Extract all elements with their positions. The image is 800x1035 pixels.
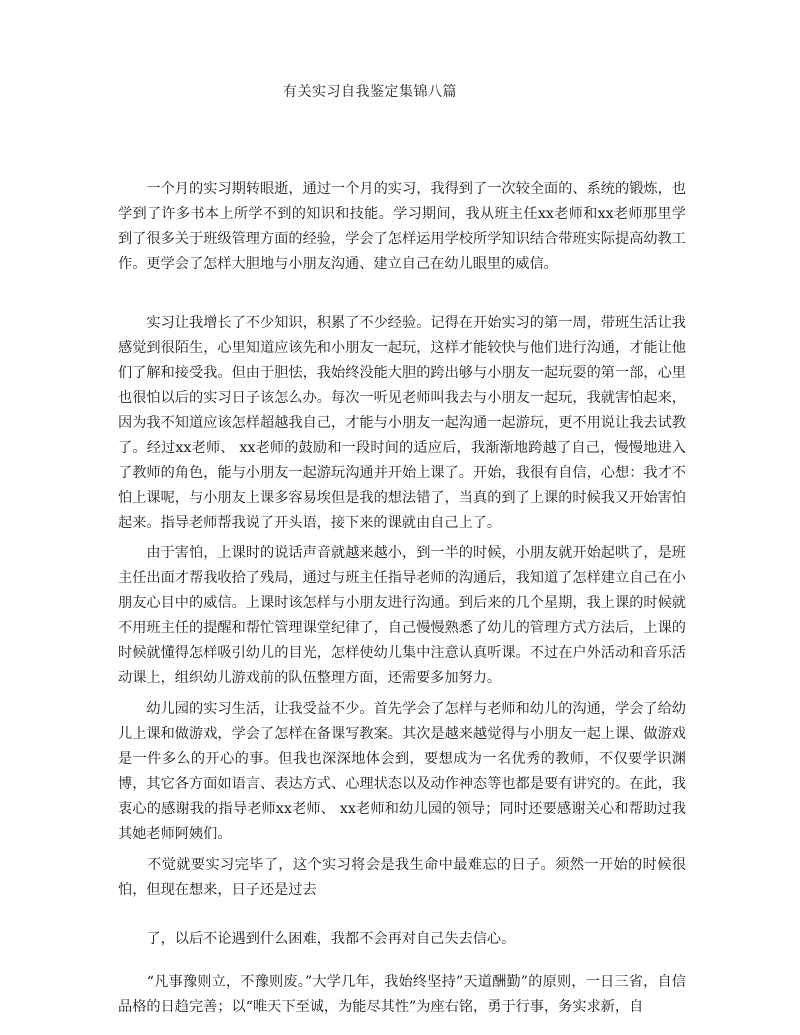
document-title: 有关实习自我鉴定集锦八篇 (283, 84, 457, 100)
paragraph-4: 幼儿园的实习生活，让我受益不少。首先学会了怎样与老师和幼儿的沟通，学会了给幼儿上课和做游戏，学会了怎样在备课写教案。其次是越来越觉得与小朋友一起上课、做游戏是一件多么的开心的事。但我也深深地体会到，要想成为一名优秀的教师，不仅要学识渊博，其它各方面如语言、表达方式、心理状态以及动作神态等也都是要有讲究的。在此，我衷心的感谢我的指导老师xx老师、 xx老师和幼儿园的领导；同时还要感谢关心和帮助过我其她老师阿姨们。 (118, 701, 686, 842)
paragraph-5: 不觉就要实习完毕了，这个实习将会是我生命中最难忘的日子。须然一开始的时候很怕，但现在想来，日子还是过去 (118, 857, 686, 898)
paragraph-3: 由于害怕，上课时的说话声音就越来越小，到一半的时候，小朋友就开始起哄了，是班主任出面才帮我收拾了残局，通过与班主任指导老师的沟通后，我知道了怎样建立自己在小朋友心目中的威信。上课时该怎样与小朋友进行沟通。到后来的几个星期，我上课的时候就不用班主任的提醒和帮忙管理课堂纪律了，自己慢慢熟悉了幼儿的管理方式方法后，上课的时候就懂得怎样吸引幼儿的目光，怎样使幼儿集中注意认真听课。不过在户外活动和音乐活动课上，组织幼儿游戏前的队伍整理方面，还需要多加努力。 (118, 545, 686, 686)
paragraph-1: 一个月的实习期转眼逝，通过一个月的实习，我得到了一次较全面的、系统的锻炼，也学到了许多书本上所学不到的知识和技能。学习期间，我从班主任xx老师和xx老师那里学到了很多关于班级管理方面的经验，学会了怎样运用学校所学知识结合带班实际提高幼教工作。更学会了怎样大胆地与小朋友沟通、建立自己在幼儿眼里的威信。 (118, 181, 686, 272)
paragraph-2: 实习让我增长了不少知识，积累了不少经验。记得在开始实习的第一周，带班生活让我感觉到很陌生，心里知道应该先和小朋友一起玩，这样才能较快与他们进行沟通，才能让他们了解和接受我。但由于胆怯，我始终没能大胆的跨出够与小朋友一起玩耍的第一部，心里也很怕以后的实习日子该怎么办。每次一听见老师叫我去与小朋友一起玩，我就害怕起来，因为我不知道应该怎样超越我自己，才能与小朋友一起沟通一起游玩，更不用说让我去试教了。经过xx老师、 xx老师的鼓励和一段时间的适应后，我渐渐地跨越了自己，慢慢地进入了教师的角色，能与小朋友一起游玩沟通并开始上课了。开始，我很有自信，心想：我才不怕上课呢，与小朋友上课多容易埃但是我的想法错了，当真的到了上课的时候我又开始害怕起来。指导老师帮我说了开头语，接下来的课就由自己上了。 (118, 315, 686, 531)
paragraph-6: 了，以后不论遇到什么困难，我都不会再对自己失去信心。 (118, 931, 516, 947)
paragraph-7: “凡事豫则立，不豫则废。”大学几年，我始终坚持”天道酬勤”的原则，一日三省，自信品格的日趋完善；以“唯天下至诚，为能尽其性”为座右铭，勇于行事，务实求新，自 (118, 974, 686, 1015)
